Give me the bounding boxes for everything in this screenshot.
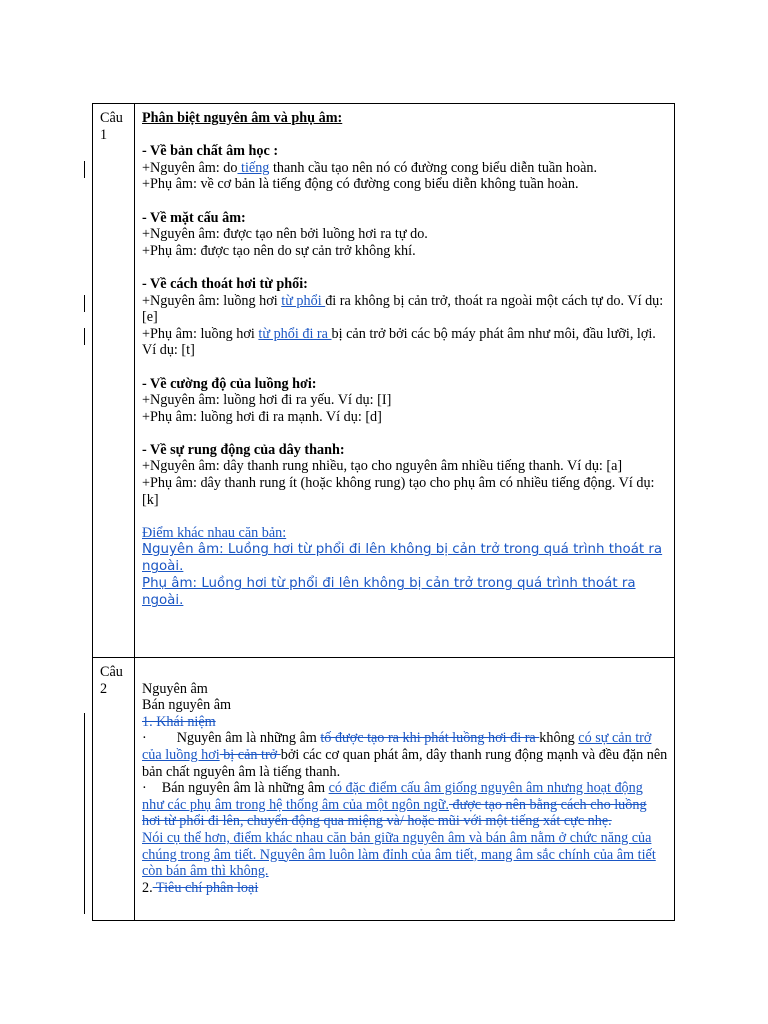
deleted-text: Tiêu chí phân loại [152,879,259,896]
inserted-text: tiếng [237,159,270,176]
section-heading: - Về mặt cấu âm: [142,209,246,226]
change-bar [84,713,85,914]
list-item: +Phụ âm: được tạo nên do sự cản trở không khí. [142,242,416,259]
change-bar [84,161,85,178]
paragraph: · Nguyên âm là những âm tố được tạo ra khi phát luồng hơi đi ra không có sự cản trở của luồng hơi bị cản trở bởi các cơ quan phát âm, dây thanh rung động mạnh và đều đặn nên bản chất nguyên âm là tiếng thanh. [142,730,668,780]
answer-cell [135,658,675,921]
section-heading: - Về sự rung động của dây thanh: [142,441,345,458]
list-item: +Phụ âm: dây thanh rung ít (hoặc không rung) tạo cho phụ âm có nhiều tiếng động. Ví dụ: [k] [142,475,655,508]
bullet: · [142,730,147,747]
section-heading: - Về cường độ của luồng hơi: [142,375,317,392]
text-line: Bán nguyên âm [142,697,232,714]
inserted-text: Nói cụ thể hơn, điểm khác nhau căn bản giữa nguyên âm và bán âm nằm ở chức năng của chúng trong âm tiết. Nguyên âm luôn làm đỉnh của âm tiết, mang âm sắc chính của âm tiết còn bán âm thì không. [142,829,656,880]
deleted-text: 1. Khái niệm [142,713,216,730]
change-bar [84,295,85,312]
inserted-heading: Điểm khác nhau căn bản: [142,524,287,541]
text-line: 2. Tiêu chí phân loại [142,879,259,896]
inserted-text: Phụ âm: Luồng hơi từ phổi đi lên không bị cản trở trong quá trình thoát ra ngoài. [142,576,636,609]
inserted-text: Nguyên âm: Luồng hơi từ phổi đi lên không bị cản trở trong quá trình thoát ra ngoài. [142,542,663,575]
content-table [92,103,675,921]
question-number: Câu 1 [93,104,135,658]
inserted-text: từ phổi đi ra [258,325,332,342]
list-item: +Phụ âm: luồng hơi đi ra mạnh. Ví dụ: [d] [142,408,382,425]
section-title: Phân biệt nguyên âm và phụ âm: [142,110,343,126]
inserted-text: từ phổi [281,292,326,309]
table-row [93,104,675,658]
deleted-text: được tạo nên bằng cách cho luồng hơi từ phổi đi lên, chuyển động qua miệng và/ hoặc mũi với một tiếng xát cực nhẹ. [142,796,647,830]
list-item: +Nguyên âm: luồng hơi từ phổi đi ra không bị cản trở, thoát ra ngoài một cách tự do. Ví dụ: [e] [142,292,664,326]
table-row [93,658,675,921]
inserted-text: có sự cản trở của luồng hơi [142,730,652,763]
list-item: +Nguyên âm: dây thanh rung nhiều, tạo cho nguyên âm nhiều tiếng thanh. Ví dụ: [a] [142,458,623,475]
section-heading: - Về bản chất âm học : [142,143,279,160]
text-line: Nguyên âm [142,680,208,697]
list-item: +Nguyên âm: được tạo nên bởi luồng hơi ra tự do. [142,226,428,243]
deleted-text: khi phát luồng hơi đi ra [402,730,540,747]
section-heading: - Về cách thoát hơi từ phổi: [142,275,308,292]
deleted-text: tố được tạo ra [320,730,403,747]
paragraph: · Bán nguyên âm là những âm có đặc điểm cấu âm giống nguyên âm nhưng hoạt động như các phụ âm trong hệ thống âm của một ngôn ngữ. được tạo nên bằng cách cho luồng hơi từ phổi đi lên, chuyển động qua miệng và/ hoặc mũi với một tiếng xát cực nhẹ. [142,780,647,830]
answer-cell [135,104,675,658]
deleted-text: bị cản trở [219,746,281,763]
bullet: · [142,780,147,797]
change-bar [84,328,85,345]
list-item: +Nguyên âm: do tiếng thanh cầu tạo nên nó có đường cong biểu diễn tuần hoàn. [142,159,598,176]
list-item: +Nguyên âm: luồng hơi đi ra yếu. Ví dụ: [I] [142,392,392,409]
inserted-text: có đặc điểm cấu âm giống nguyên âm nhưng hoạt động như các phụ âm trong hệ thống âm của một ngôn ngữ. [142,780,643,813]
list-item: +Phụ âm: luồng hơi từ phổi đi ra bị cản trở bởi các bộ máy phát âm như môi, đầu lưỡi, lợi. Ví dụ: [t] [142,325,656,359]
list-item: +Phụ âm: về cơ bản là tiếng động có đường cong biểu diễn không tuần hoàn. [142,176,579,193]
question-number: Câu 2 [93,658,135,921]
